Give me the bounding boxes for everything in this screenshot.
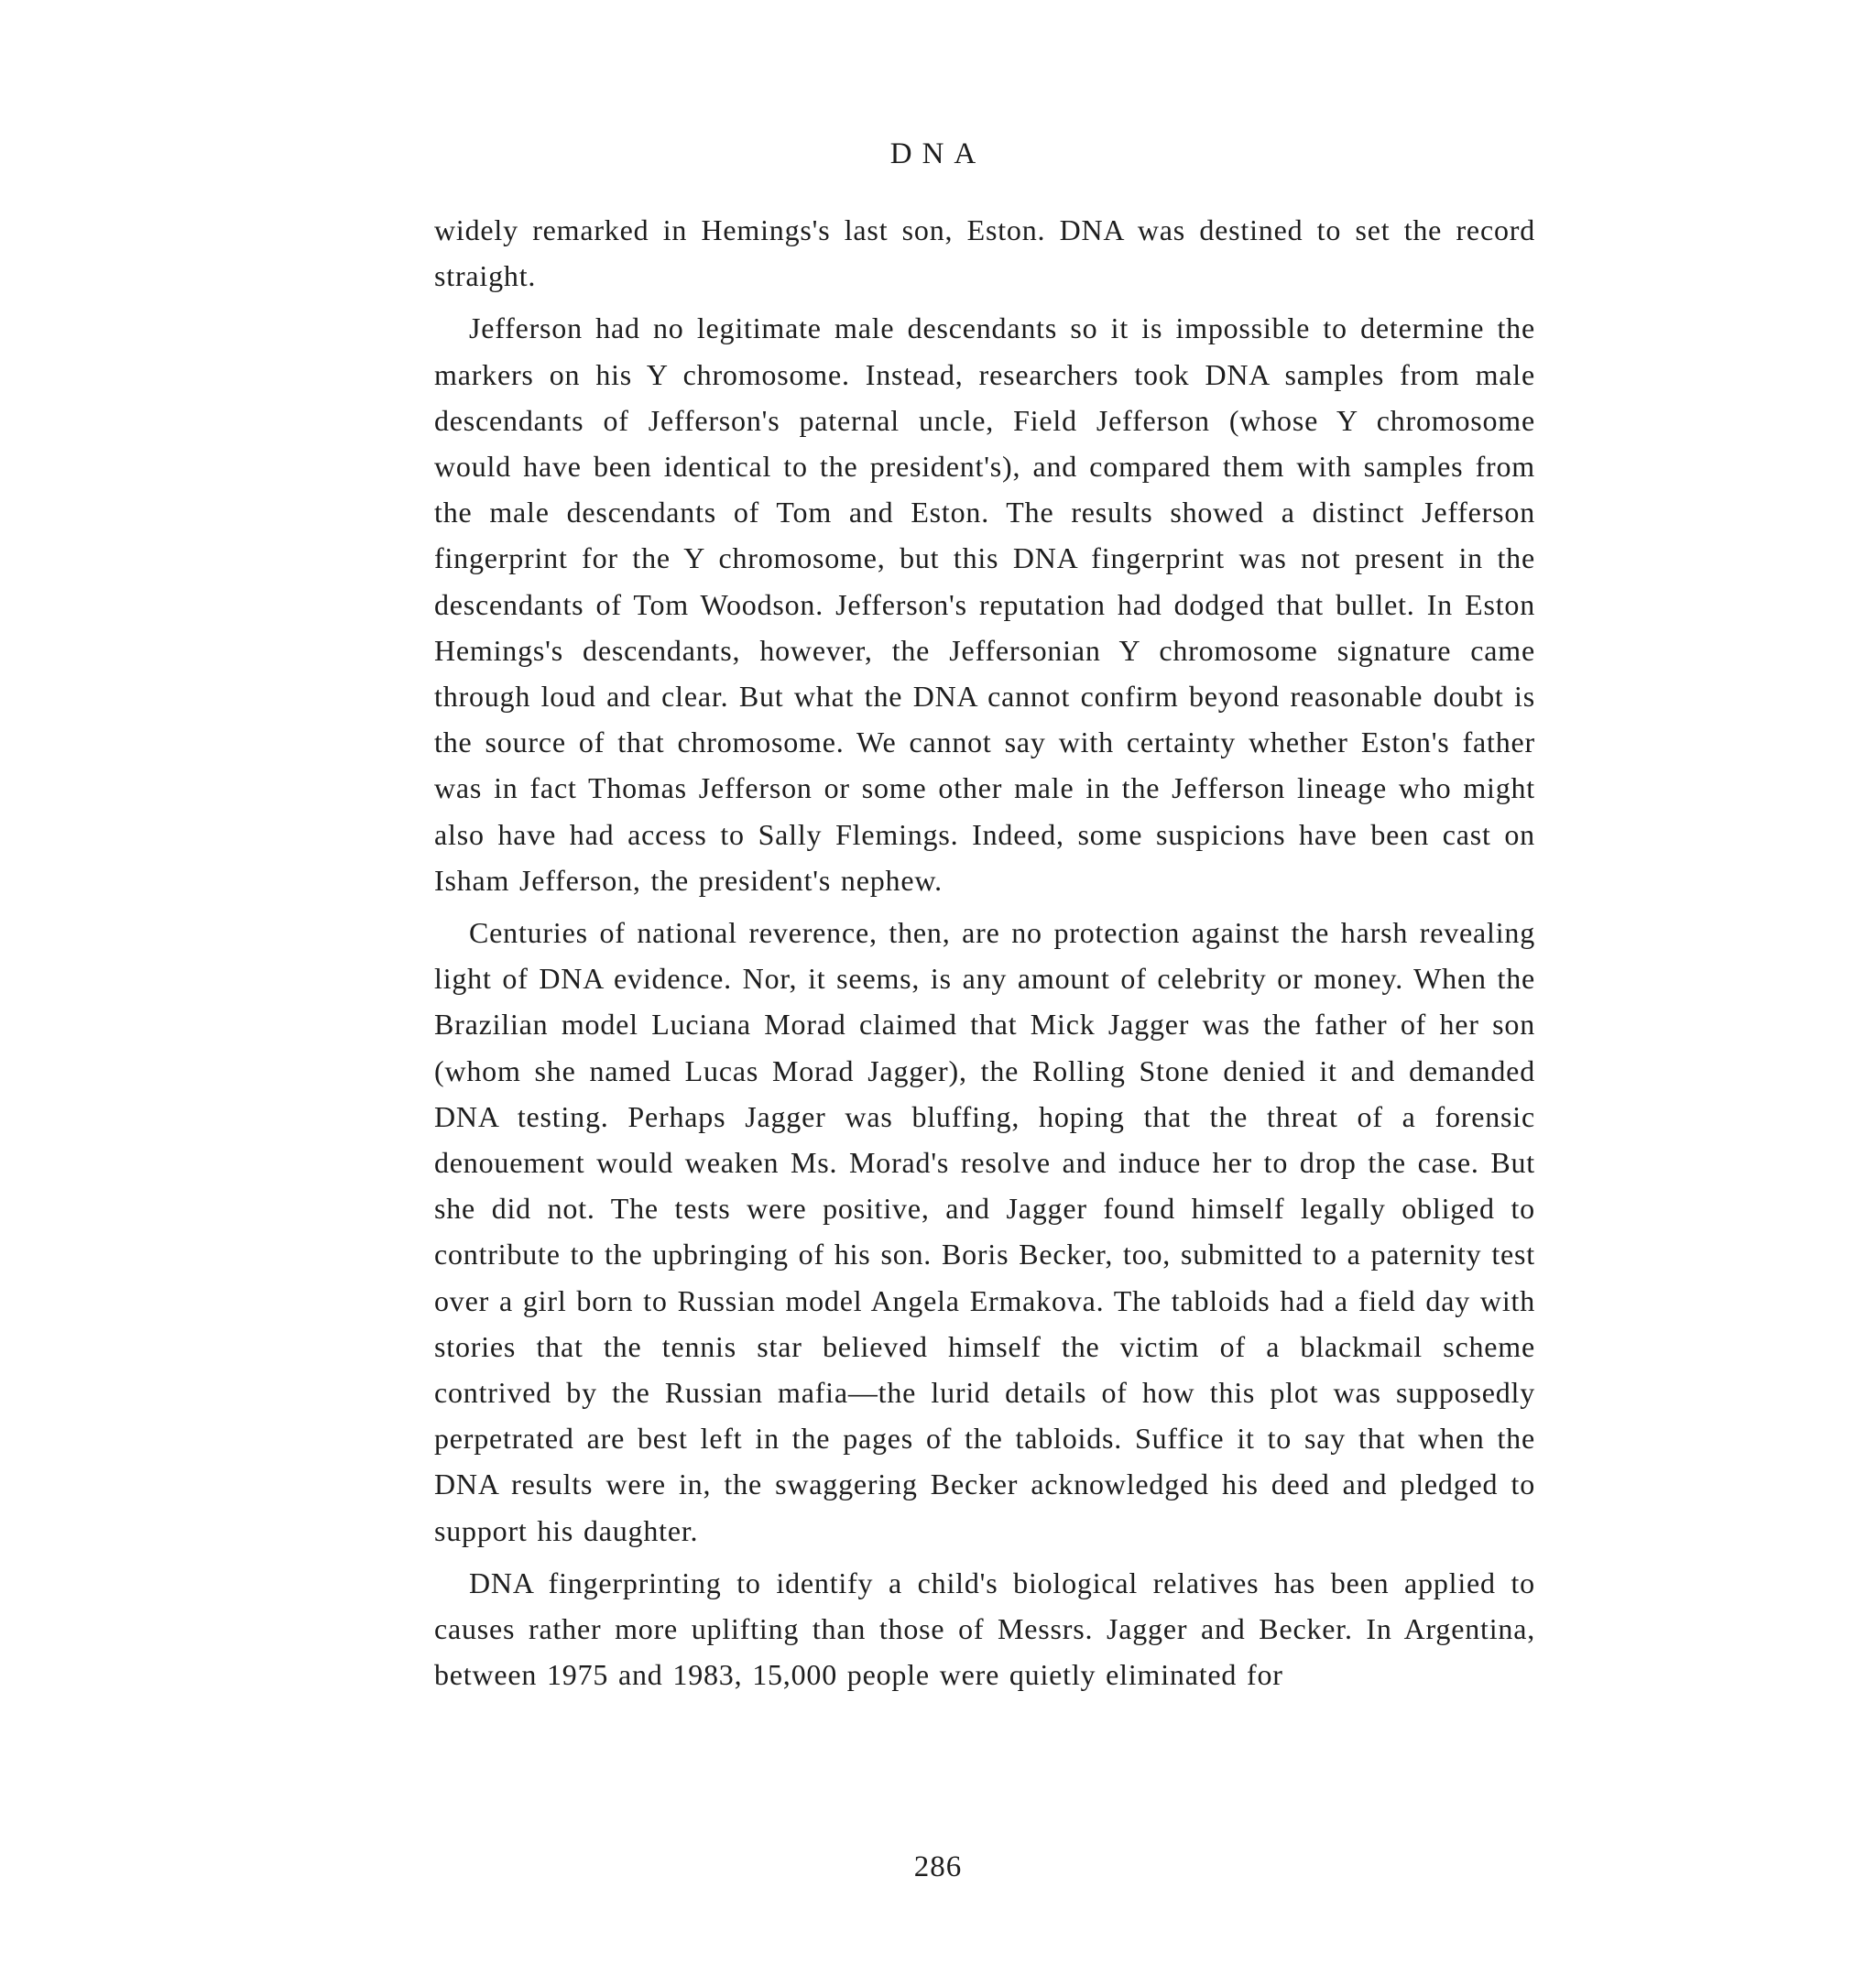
page-number: 286 <box>913 1850 963 1883</box>
paragraph-argentina: DNA fingerprinting to identify a child's biological relatives has been applied to causes rather more uplifting than those of Messrs. Jagger and Becker. In Argentina, between 1975 and 1983, 15,000 people were quietly eliminated for <box>434 1566 1535 1692</box>
running-head: DNA <box>889 137 987 170</box>
paragraph-jefferson: Jefferson had no legitimate male descendants so it is impossible to determine the markers on his Y chromosome. Instead, researchers took DNA samples from male descendants of Jefferson's paternal uncle, Field Jefferson (whose Y chromosome would have been identical to the president's), and compared them with samples from the male descendants of Tom and Eston. The results showed a distinct Jefferson fingerprint for the Y chromosome, but this DNA fingerprint was not present in the descendants of Tom Woodson. Jefferson's reputation had dodged that bullet. In Eston Hemings's descendants, however, the Jeffersonian Y chromosome signature came through loud and clear. But what the DNA cannot confirm beyond reasonable doubt is the source of that chromosome. We cannot say with certainty whether Eston's father was in fact Thomas Jefferson or some other male in the Jefferson lineage who might also have had access to Sally Flemings. Indeed, some suspicions have been cast on Isham Jefferson, the president's nephew. <box>434 311 1535 897</box>
body-text <box>434 207 1535 1705</box>
paragraph-celebrity-paternity: Centuries of national reverence, then, are no protection against the harsh revealing light of DNA evidence. Nor, it seems, is any amount of celebrity or money. When the Brazilian model Luciana Morad claimed that Mick Jagger was the father of her son (whom she named Lucas Morad Jagger), the Rolling Stone denied it and demanded DNA testing. Perhaps Jagger was bluffing, hoping that the threat of a forensic denouement would weaken Ms. Morad's resolve and induce her to drop the case. But she did not. The tests were positive, and Jagger found himself legally obliged to contribute to the upbringing of his son. Boris Becker, too, submitted to a paternity test over a girl born to Russian model Angela Ermakova. The tabloids had a field day with stories that the tennis star believed himself the victim of a blackmail scheme contrived by the Russian mafia—the lurid details of how this plot was supposedly perpetrated are best left in the pages of the tabloids. Suffice it to say that when the DNA results were in, the swaggering Becker acknowledged his deed and pledged to support his daughter. <box>434 916 1535 1547</box>
paragraph-continued: widely remarked in Hemings's last son, Eston. DNA was destined to set the record straight. <box>434 213 1535 293</box>
